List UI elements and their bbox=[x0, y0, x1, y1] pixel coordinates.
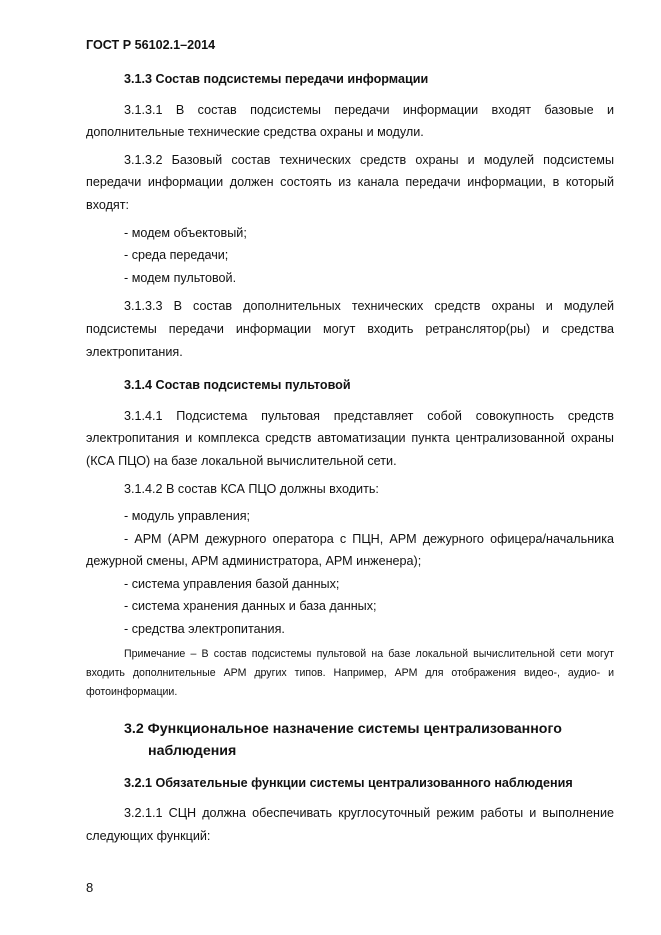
section-heading-3-1-4: 3.1.4 Состав подсистемы пультовой bbox=[124, 378, 351, 393]
list-item: - модем пультовой. bbox=[124, 270, 237, 285]
paragraph-3-1-4-2: 3.1.4.2 В состав КСА ПЦО должны входить: bbox=[124, 481, 379, 496]
page-number: 8 bbox=[86, 880, 94, 895]
paragraph-3-1-3-2: 3.1.3.2 Базовый состав технических средств охраны и модулей подсистемы передачи информации должен состоять из канала передачи информации, в который входят: bbox=[86, 152, 614, 212]
section-heading-3-2 bbox=[86, 718, 614, 762]
paragraph-3-2-1-1: 3.2.1.1 СЦН должна обеспечивать круглосуточный режим работы и выполнение следующих функций: bbox=[86, 806, 614, 843]
section-heading-3-2-line2: наблюдения bbox=[148, 742, 237, 759]
list-item: - модуль управления; bbox=[124, 509, 251, 524]
section-heading-3-1-3: 3.1.3 Состав подсистемы передачи информации bbox=[124, 72, 429, 86]
list-item: - средства электропитания. bbox=[124, 622, 285, 637]
paragraph-3-1-3-1: 3.1.3.1 В состав подсистемы передачи информации входят базовые и дополнительные технические средства охраны и модули. bbox=[86, 102, 614, 140]
list-item: - АРМ (АРМ дежурного оператора с ПЦН, АРМ дежурного офицера/начальника дежурной смены, АРМ администратора, АРМ инженера); bbox=[86, 531, 614, 569]
document-body bbox=[86, 68, 614, 852]
list-item: - среда передачи; bbox=[124, 248, 229, 263]
note-text: Примечание – В состав подсистемы пультовой на базе локальной вычислительной сети могут входить дополнительные АРМ других типов. Например, АРМ для отображения видео-, аудио- и фотоинформации. bbox=[86, 647, 614, 698]
paragraph-3-1-4-1: 3.1.4.1 Подсистема пультовая представляет собой совокупность средств электропитания и комплекса средств автоматизации пункта централизованной охраны (КСА ПЦО) на базе локальной вычислительной сети. bbox=[86, 408, 614, 468]
list-item: - модем объектовый; bbox=[124, 225, 247, 240]
section-heading-3-2-line1: 3.2 Функциональное назначение системы централизованного bbox=[124, 720, 562, 737]
list-item: - система управления базой данных; bbox=[124, 576, 340, 591]
list-item: - система хранения данных и база данных; bbox=[124, 599, 377, 614]
section-heading-3-2-1: 3.2.1 Обязательные функции системы централизованного наблюдения bbox=[124, 775, 573, 790]
document-code-header: ГОСТ Р 56102.1–2014 bbox=[86, 38, 216, 52]
paragraph-3-1-3-3: 3.1.3.3 В состав дополнительных технических средств охраны и модулей подсистемы передачи информации могут входить ретранслятор(ры) и средства электропитания. bbox=[86, 299, 614, 359]
